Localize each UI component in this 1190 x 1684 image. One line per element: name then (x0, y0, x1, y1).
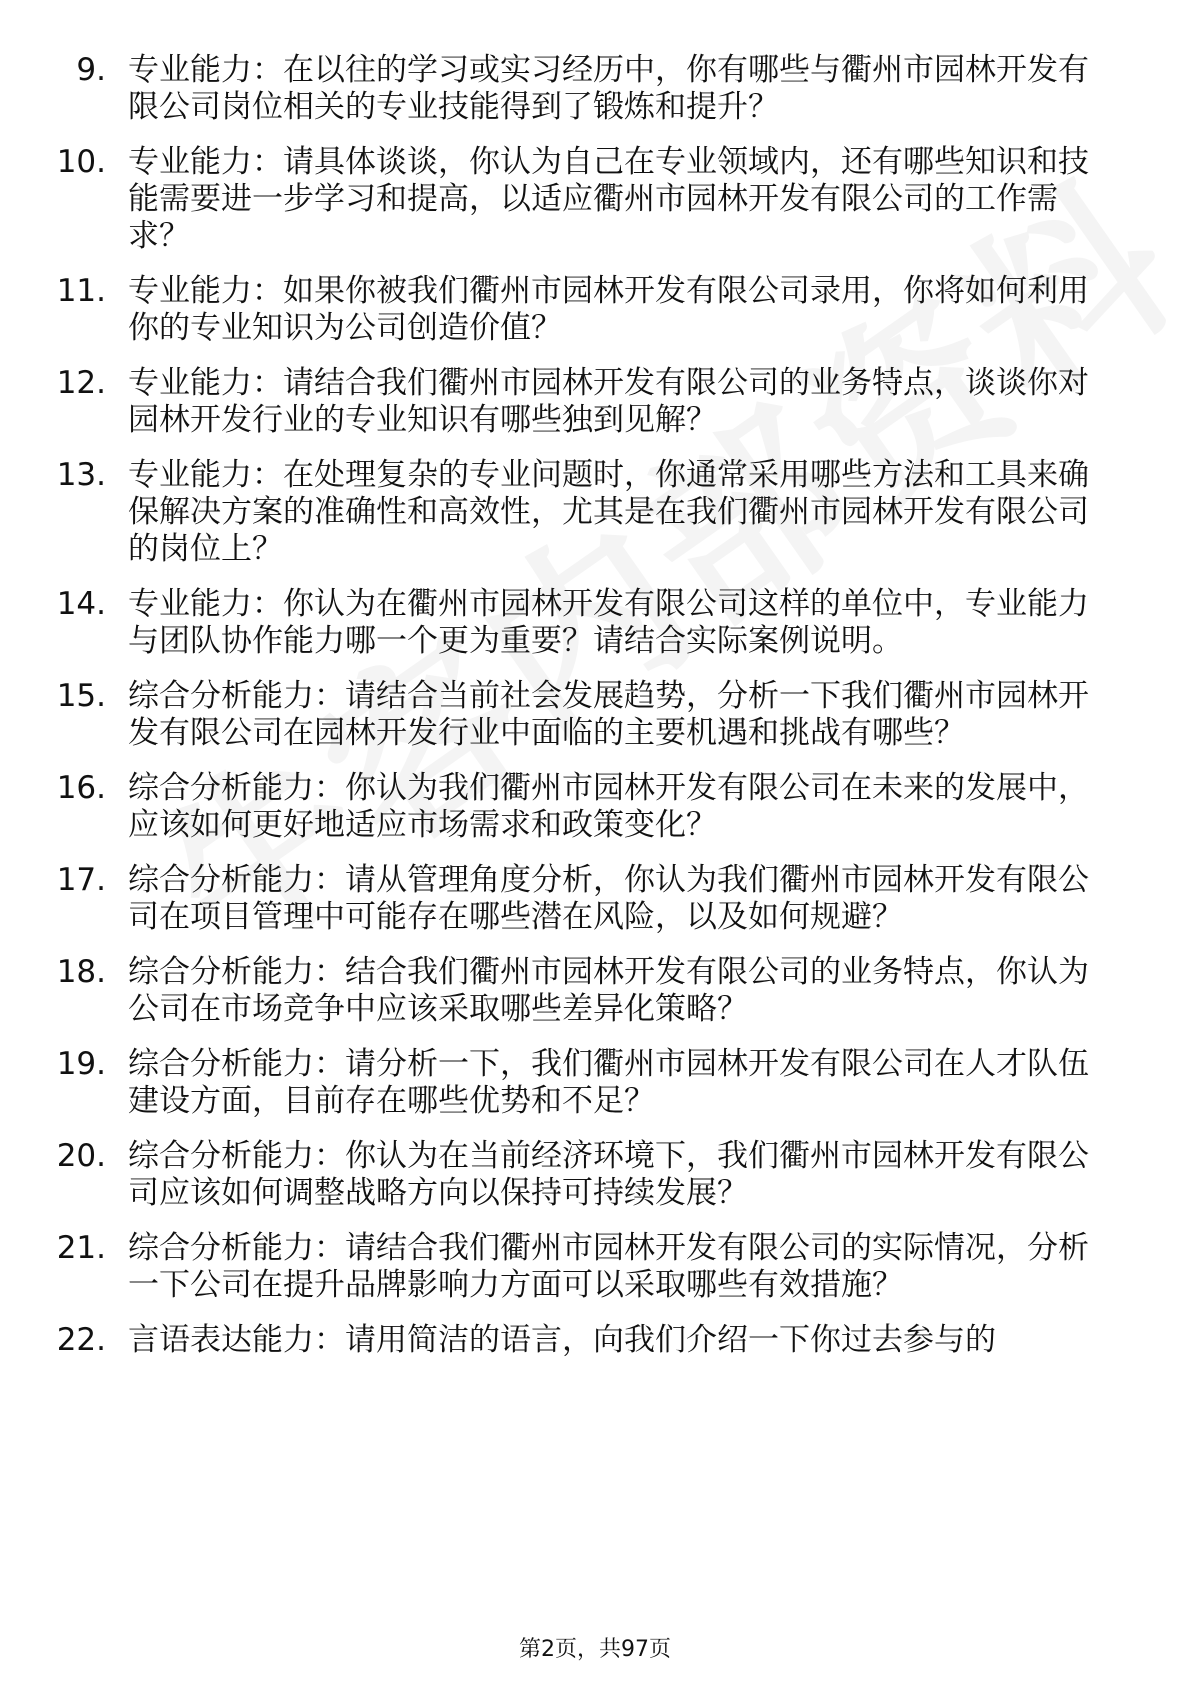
question-text: 综合分析能力：你认为在当前经济环境下，我们衢州市园林开发有限公司应该如何调整战略方向以保持可持续发展？ (128, 1138, 1089, 1211)
question-number: 10. (56, 144, 106, 180)
question-text: 言语表达能力：请用简洁的语言，向我们介绍一下你过去参与的 (128, 1322, 996, 1358)
page-footer: 第2页，共97页 (519, 1637, 671, 1662)
question-number: 15. (56, 678, 106, 714)
question-number: 19. (56, 1046, 106, 1082)
question-text: 专业能力：请具体谈谈，你认为自己在专业领域内，还有哪些知识和技能需要进一步学习和提高，以适应衢州市园林开发有限公司的工作需求？ (128, 144, 1089, 254)
question-item (0, 862, 1190, 936)
question-item (0, 1046, 1190, 1120)
question-item (0, 52, 1190, 126)
question-text: 综合分析能力：请从管理角度分析，你认为我们衢州市园林开发有限公司在项目管理中可能存在哪些潜在风险，以及如何规避？ (128, 862, 1089, 935)
question-item (0, 457, 1190, 568)
question-item (0, 1138, 1190, 1212)
question-number: 11. (56, 273, 106, 309)
question-item (0, 365, 1190, 439)
question-number: 17. (56, 862, 106, 898)
question-list (0, 52, 1190, 1377)
question-text: 专业能力：你认为在衢州市园林开发有限公司这样的单位中，专业能力与团队协作能力哪一个更为重要？请结合实际案例说明。 (128, 586, 1089, 659)
question-number: 21. (56, 1230, 106, 1266)
question-text: 专业能力：如果你被我们衢州市园林开发有限公司录用，你将如何利用你的专业知识为公司创造价值？ (128, 273, 1089, 346)
question-text: 综合分析能力：请结合当前社会发展趋势，分析一下我们衢州市园林开发有限公司在园林开发行业中面临的主要机遇和挑战有哪些？ (128, 678, 1089, 751)
question-number: 16. (56, 770, 106, 806)
question-item (0, 954, 1190, 1028)
question-number: 9. (76, 52, 106, 88)
question-text: 综合分析能力：请分析一下，我们衢州市园林开发有限公司在人才队伍建设方面，目前存在哪些优势和不足？ (128, 1046, 1089, 1119)
question-number: 20. (56, 1138, 106, 1174)
question-number: 12. (56, 365, 106, 401)
question-text: 专业能力：在以往的学习或实习经历中，你有哪些与衢州市园林开发有限公司岗位相关的专业技能得到了锻炼和提升？ (128, 52, 1089, 125)
question-number: 18. (56, 954, 106, 990)
question-item (0, 144, 1190, 255)
question-item (0, 770, 1190, 844)
question-item (0, 1230, 1190, 1304)
question-item (0, 273, 1190, 347)
question-item (0, 678, 1190, 752)
question-number: 13. (56, 457, 106, 493)
question-number: 14. (56, 586, 106, 622)
question-item (0, 1322, 1190, 1359)
question-item (0, 586, 1190, 660)
question-number: 22. (56, 1322, 106, 1358)
question-text: 综合分析能力：结合我们衢州市园林开发有限公司的业务特点，你认为公司在市场竞争中应该采取哪些差异化策略？ (128, 954, 1089, 1027)
question-text: 专业能力：在处理复杂的专业问题时，你通常采用哪些方法和工具来确保解决方案的准确性和高效性，尤其是在我们衢州市园林开发有限公司的岗位上？ (128, 457, 1089, 567)
question-text: 综合分析能力：请结合我们衢州市园林开发有限公司的实际情况，分析一下公司在提升品牌影响力方面可以采取哪些有效措施？ (128, 1230, 1089, 1303)
question-text: 综合分析能力：你认为我们衢州市园林开发有限公司在未来的发展中，应该如何更好地适应市场需求和政策变化？ (128, 770, 1089, 843)
question-text: 专业能力：请结合我们衢州市园林开发有限公司的业务特点，谈谈你对园林开发行业的专业知识有哪些独到见解？ (128, 365, 1089, 438)
